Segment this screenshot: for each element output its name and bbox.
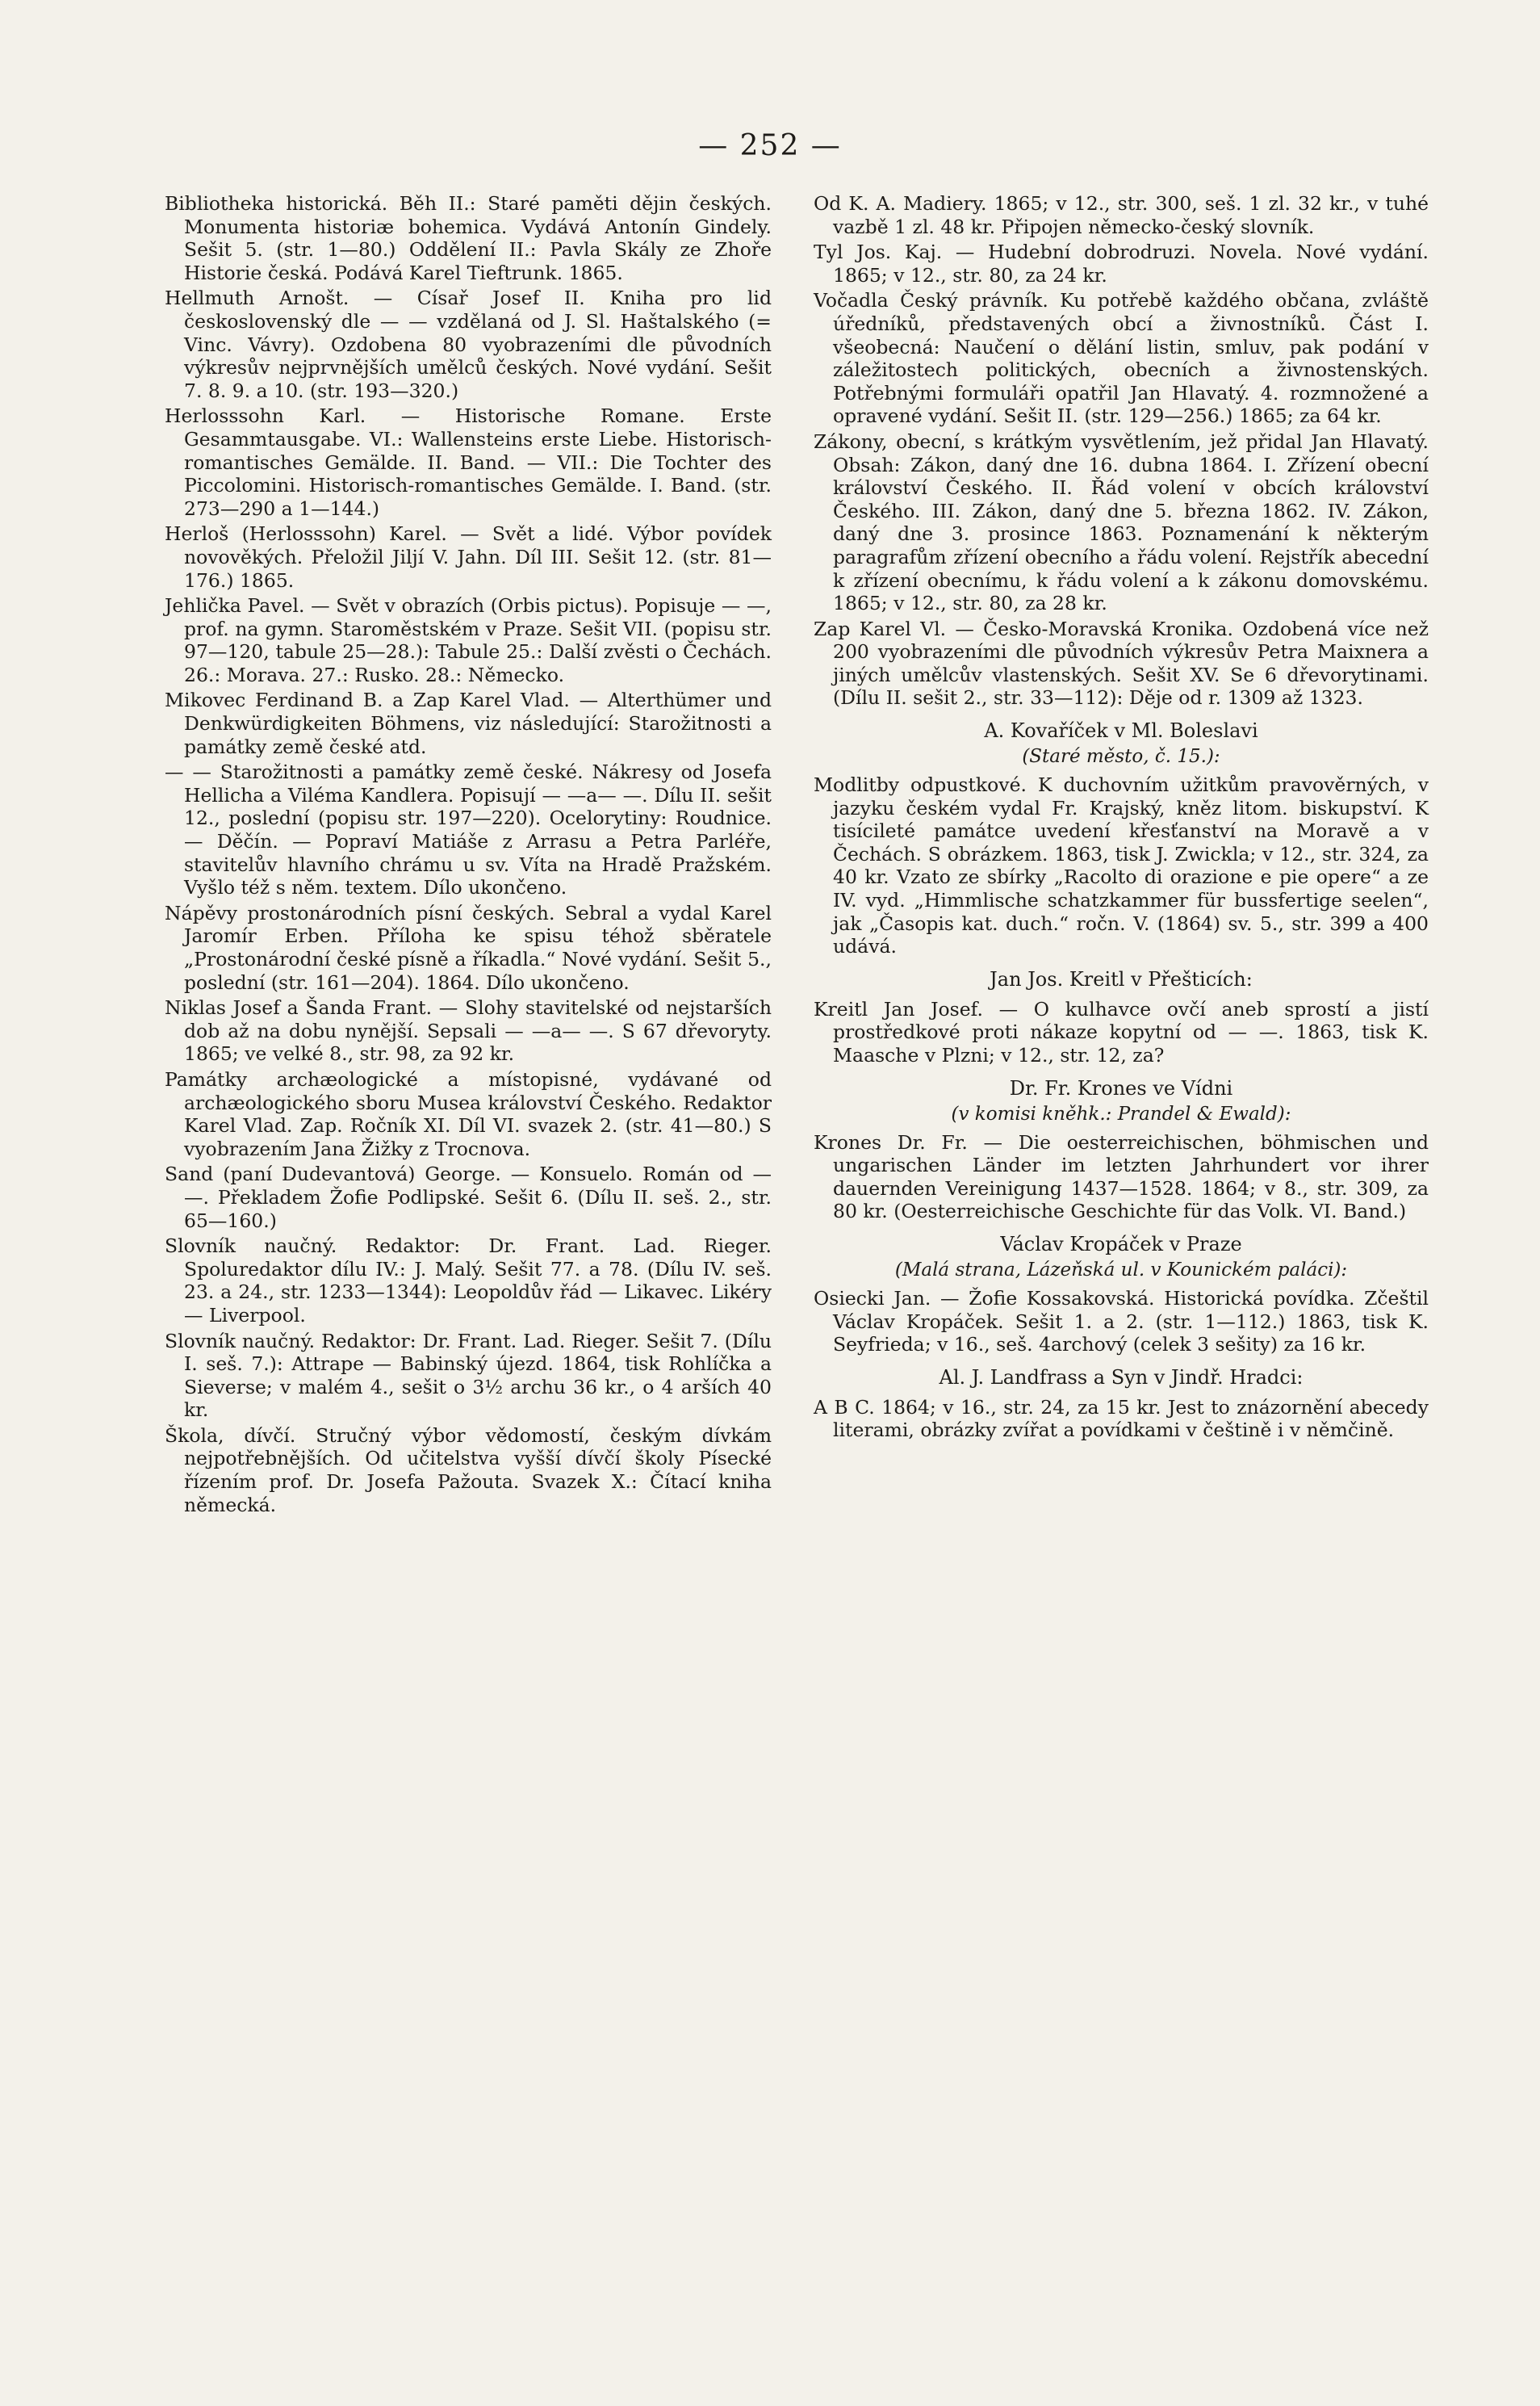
catalog-entry: Památky archæologické a místopisné, vydávané od archæologického sboru Musea království Českého. Redaktor Karel Vlad. Zap. Ročník XI. Díl VI. svazek 2. (str. 41—80.) S vyobrazením Jana Žižky z Trocnova. xyxy=(165,1067,772,1160)
catalog-entry: Herloš (Herlosssohn) Karel. — Svět a lidé. Výbor povídek novověkých. Přeložil Jiljí V. Jahn. Díl III. Sešit 12. (str. 81—176.) 1865. xyxy=(165,522,772,592)
publisher-heading xyxy=(814,718,1429,769)
publisher-name: Al. J. Landfrass a Syn v Jindř. Hradci: xyxy=(939,1365,1304,1389)
catalog-entry: Niklas Josef a Šanda Frant. — Slohy stavitelské od nejstarších dob až na dobu nynější. Sepsali — —a— —. S 67 dřevoryty. 1865; ve velké 8., str. 98, za 92 kr. xyxy=(165,996,772,1066)
catalog-entry: Zap Karel Vl. — Česko-Moravská Kronika. Ozdobená více než 200 vyobrazeními dle původních výkresův Petra Maixnera a jiných umělcův vlastenských. Sešit XV. Se 6 dřevorytinami. (Dílu II. sešit 2., str. 33—112): Děje od r. 1309 až 1323. xyxy=(814,617,1429,710)
catalog-entry: — — Starožitnosti a památky země české. Nákresy od Josefa Hellicha a Viléma Kandlera. Popisují — —a— —. Dílu II. sešit 12., poslední (popisu str. 197—220). Ocelorytiny: Roudnice. — Děčín. — Popraví Matiáše z Arrasu a Petra Parléře, stavitelův hlavního chrámu u sv. Víta na Hradě Pražském. Vyšlo též s něm. textem. Dílo ukončeno. xyxy=(165,761,772,899)
publisher-address: (v komisi kněhk.: Prandel & Ewald): xyxy=(951,1103,1291,1125)
catalog-entry: Modlitby odpustkové. K duchovním užitkům pravověrných, v jazyku českém vydal Fr. Krajský, kněz litom. biskupství. K tisícileté památce uvedení křesťanství na Moravě a v Čechách. S obrázkem. 1863, tisk J. Zwickla; v 12., str. 324, za 40 kr. Vzato ze sbírky „Racolto di orazione e pie opere“ a ze IV. vyd. „Himmlische schatzkammer für bussfertige seelen“, jak „Časopis kat. duch.“ ročn. V. (1864) sv. 5., str. 399 a 400 udává. xyxy=(814,773,1429,958)
publisher-name: A. Kovaříček v Ml. Boleslavi xyxy=(984,719,1258,743)
catalog-entry: A B C. 1864; v 16., str. 24, za 15 kr. Jest to znázornění abecedy literami, obrázky zvířat a povídkami v češtině i v němčině. xyxy=(814,1395,1429,1442)
left-column xyxy=(165,192,772,1519)
catalog-entry: Krones Dr. Fr. — Die oesterreichischen, böhmischen und ungarischen Länder im letzten Jahrhundert vor ihrer dauernden Vereinigung 1437—1528. 1864; v 8., str. 309, za 80 kr. (Oesterreichische Geschichte für das Volk. VI. Band.) xyxy=(814,1130,1429,1223)
catalog-entry: Herlosssohn Karl. — Historische Romane. Erste Gesammtausgabe. VI.: Wallensteins erste Liebe. Historisch-romantisches Gemälde. II. Band. — VII.: Die Tochter des Piccolomini. Historisch-romantisches Gemälde. I. Band. (str. 273—290 a 1—144.) xyxy=(165,404,772,520)
catalog-entry: Hellmuth Arnošt. — Císař Josef II. Kniha pro lid československý dle — — vzdělaná od J. Sl. Haštalského (= Vinc. Vávry). Ozdobena 80 vyobrazeními dle původních výkresův nejprvnějších umělců českých. Nové vydání. Sešit 7. 8. 9. a 10. (str. 193—320.) xyxy=(165,287,772,402)
catalog-entry: Mikovec Ferdinand B. a Zap Karel Vlad. — Alterthümer und Denkwürdigkeiten Böhmens, viz následující: Starožitnosti a památky země české atd. xyxy=(165,689,772,758)
publisher-heading xyxy=(814,1231,1429,1282)
publisher-heading xyxy=(814,1075,1429,1126)
publisher-name: Václav Kropáček v Praze xyxy=(1000,1232,1242,1255)
publisher-name: Jan Jos. Kreitl v Přešticích: xyxy=(990,967,1253,991)
catalog-entry: Slovník naučný. Redaktor: Dr. Frant. Lad. Rieger. Sešit 7. (Dílu I. seš. 7.): Attrape — Babinský újezd. 1864, tisk Rohlíčka a Sieverse; v malém 4., sešit o 3½ archu 36 kr., o 4 arších 40 kr. xyxy=(165,1329,772,1422)
publisher-heading xyxy=(814,966,1429,993)
catalog-entry: Zákony, obecní, s krátkým vysvětlením, jež přidal Jan Hlavatý. Obsah: Zákon, daný dne 16. dubna 1864. I. Zřízení obecní království Českého. II. Řád volení v obcích království Českého. III. Zákon, daný dne 5. března 1862. IV. Zákon, daný dne 3. prosince 1863. Poznamenání k některým paragrafům zřízení obecního a řádu volení. Rejstřík abecední k zřízení obecnímu, k řádu volení a k zákonu domovskému. 1865; v 12., str. 80, za 28 kr. xyxy=(814,430,1429,615)
publisher-address: (Staré město, č. 15.): xyxy=(1022,746,1220,768)
right-column xyxy=(814,192,1429,1444)
page-number: — 252 — xyxy=(698,129,842,162)
catalog-entry: Nápěvy prostonárodních písní českých. Sebral a vydal Karel Jaromír Erben. Příloha ke spisu téhož sběratele „Prostonárodní české písně a říkadla.“ Nové vydání. Sešit 5., poslední (str. 161—204). 1864. Dílo ukončeno. xyxy=(165,901,772,994)
catalog-entry: Slovník naučný. Redaktor: Dr. Frant. Lad. Rieger. Spoluredaktor dílu IV.: J. Malý. Sešit 77. a 78. (Dílu IV. seš. 23. a 24., str. 1233—1344): Leopoldův řád — Likavec. Likéry — Liverpool. xyxy=(165,1234,772,1327)
catalog-entry: Jehlička Pavel. — Svět v obrazích (Orbis pictus). Popisuje — —, prof. na gymn. Staroměstském v Praze. Sešit VII. (popisu str. 97—120, tabule 25—28.): Tabule 25.: Další zvěsti o Čechách. 26.: Morava. 27.: Rusko. 28.: Německo. xyxy=(165,594,772,686)
publisher-heading xyxy=(814,1364,1429,1391)
catalog-entry: Škola, dívčí. Stručný výbor vědomostí, českým dívkám nejpotřebnějších. Od učitelstva vyšší dívčí školy Písecké řízením prof. Dr. Josefa Pažouta. Svazek X.: Čítací kniha německá. xyxy=(165,1423,772,1516)
catalog-entry: Od K. A. Madiery. 1865; v 12., str. 300, seš. 1 zl. 32 kr., v tuhé vazbě 1 zl. 48 kr. Připojen německo-český slovník. xyxy=(814,192,1429,238)
publisher-address: (Malá strana, Lázeňská ul. v Kounickém paláci): xyxy=(894,1259,1348,1281)
catalog-entry: Bibliotheka historická. Běh II.: Staré paměti dějin českých. Monumenta historiæ bohemica. Vydává Antonín Gindely. Sešit 5. (str. 1—80.) Oddělení II.: Pavla Skály ze Zhoře Historie česká. Podává Karel Tieftrunk. 1865. xyxy=(165,192,772,284)
catalog-entry: Sand (paní Dudevantová) George. — Konsuelo. Román od — —. Překladem Žofie Podlipské. Sešit 6. (Dílu II. seš. 2., str. 65—160.) xyxy=(165,1163,772,1232)
catalog-entry: Kreitl Jan Josef. — O kulhavce ovčí aneb sprostí a jistí prostředkové proti nákaze kopytní od — —. 1863, tisk K. Maasche v Plzni; v 12., str. 12, za? xyxy=(814,997,1429,1067)
catalog-entry: Vočadla Český právník. Ku potřebě každého občana, zvláště úředníků, představených obcí a živnostníků. Část I. všeobecná: Naučení o dělání listin, smluv, pak podání v záležitostech politických, obecních a živnostenských. Potřebnými formuláři opatřil Jan Hlavatý. 4. rozmnožené a opravené vydání. Sešit II. (str. 129—256.) 1865; za 64 kr. xyxy=(814,289,1429,428)
publisher-name: Dr. Fr. Krones ve Vídni xyxy=(1009,1076,1233,1100)
catalog-entry: Tyl Jos. Kaj. — Hudební dobrodruzi. Novela. Nové vydání. 1865; v 12., str. 80, za 24 kr. xyxy=(814,241,1429,287)
catalog-entry: Osiecki Jan. — Žofie Kossakovská. Historická povídka. Zčeštil Václav Kropáček. Sešit 1. a 2. (str. 1—112.) 1863, tisk K. Seyfrieda; v 16., seš. 4archový (celek 3 sešity) za 16 kr. xyxy=(814,1286,1429,1356)
